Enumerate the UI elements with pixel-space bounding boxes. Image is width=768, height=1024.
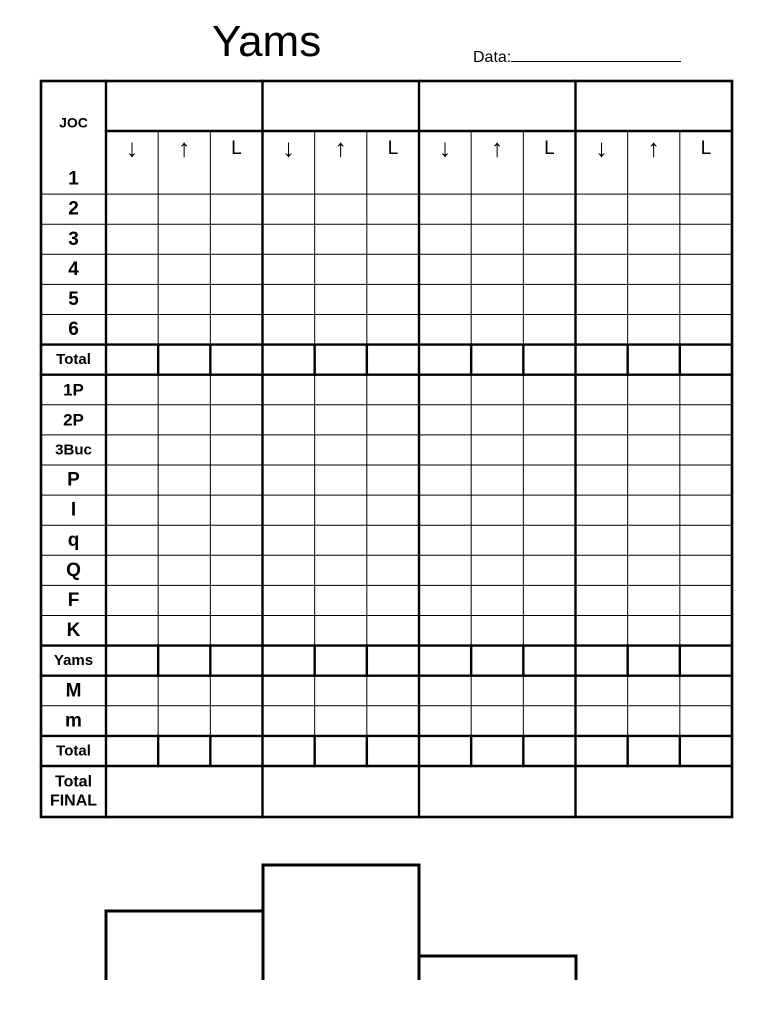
player-name-cell[interactable] [265,83,418,129]
total-cell[interactable] [629,737,679,765]
final-total-cell[interactable] [108,768,261,815]
total-cell[interactable] [211,647,261,675]
score-cell[interactable] [107,436,157,464]
row-label: 3Buc [55,441,92,459]
score-cell[interactable] [316,677,366,705]
total-cell[interactable] [211,346,261,374]
score-cell[interactable] [211,496,261,524]
row-label: 1 [68,168,79,190]
score-cell[interactable] [211,195,261,223]
total-cell[interactable] [629,346,679,374]
row-label: 2 [68,198,79,220]
column-header: ↑ [491,134,504,163]
player-name-cell[interactable] [421,83,574,129]
score-table [41,81,732,817]
score-cell[interactable] [681,255,731,283]
score-cell[interactable] [107,586,157,614]
column-header: ↑ [178,134,191,163]
score-cell[interactable] [316,165,366,193]
total-cell[interactable] [368,647,418,675]
score-cell[interactable] [316,556,366,584]
score-cell[interactable] [211,707,261,735]
score-cell[interactable] [629,707,679,735]
total-cell[interactable] [316,647,366,675]
score-cell[interactable] [159,707,209,735]
score-cell[interactable] [577,285,627,313]
score-cell[interactable] [472,586,522,614]
row-label: F [67,589,80,611]
score-cell[interactable] [629,496,679,524]
column-header: L [700,138,712,159]
score-cell[interactable] [264,617,314,645]
score-cell[interactable] [629,316,679,344]
row-label: 6 [68,319,79,341]
score-cell[interactable] [211,165,261,193]
score-cell[interactable] [524,316,574,344]
score-cell[interactable] [211,406,261,434]
total-cell[interactable] [159,346,209,374]
row-label: I [70,499,77,521]
score-cell[interactable] [368,496,418,524]
score-cell[interactable] [524,677,574,705]
column-header: ↓ [125,134,139,163]
score-cell[interactable] [159,376,209,404]
score-cell[interactable] [368,556,418,584]
score-cell[interactable] [577,677,627,705]
row-label: Total [56,742,91,760]
score-cell[interactable] [472,316,522,344]
score-cell[interactable] [264,285,314,313]
score-cell[interactable] [368,617,418,645]
score-cell[interactable] [629,526,679,554]
score-cell[interactable] [524,285,574,313]
score-cell[interactable] [159,677,209,705]
score-cell[interactable] [159,496,209,524]
score-cell[interactable] [107,466,157,494]
date-label: Data: [473,49,512,66]
score-cell[interactable] [316,376,366,404]
score-cell[interactable] [472,677,522,705]
score-cell[interactable] [264,556,314,584]
score-cell[interactable] [472,255,522,283]
score-cell[interactable] [159,255,209,283]
score-cell[interactable] [577,316,627,344]
score-cell[interactable] [368,436,418,464]
podium-step-1st[interactable] [265,867,417,980]
total-cell[interactable] [420,346,470,374]
score-cell[interactable] [368,285,418,313]
score-cell[interactable] [159,285,209,313]
score-cell[interactable] [577,496,627,524]
total-cell[interactable] [368,737,418,765]
score-cell[interactable] [159,466,209,494]
score-cell[interactable] [420,316,470,344]
row-label: 4 [68,258,79,280]
row-label: FINAL [49,792,98,810]
total-cell[interactable] [681,647,731,675]
podium-step-2nd[interactable] [108,913,261,980]
score-cell[interactable] [368,466,418,494]
score-cell[interactable] [524,376,574,404]
score-cell[interactable] [107,526,157,554]
column-header: L [231,138,242,159]
score-cell[interactable] [472,225,522,253]
score-cell[interactable] [524,195,574,223]
score-cell[interactable] [524,556,574,584]
score-cell[interactable] [368,316,418,344]
total-cell[interactable] [159,737,209,765]
row-label: 2P [63,410,84,430]
score-cell[interactable] [264,376,314,404]
score-cell[interactable] [681,707,731,735]
score-cell[interactable] [577,436,627,464]
score-cell[interactable] [264,707,314,735]
score-cell[interactable] [211,255,261,283]
total-cell[interactable] [264,647,314,675]
score-cell[interactable] [629,165,679,193]
score-cell[interactable] [681,586,731,614]
score-cell[interactable] [107,617,157,645]
total-cell[interactable] [681,737,731,765]
score-cell[interactable] [681,556,731,584]
score-cell[interactable] [264,526,314,554]
score-cell[interactable] [211,225,261,253]
total-cell[interactable] [107,346,157,374]
total-cell[interactable] [524,737,574,765]
total-cell[interactable] [264,346,314,374]
podium-step-3rd[interactable] [421,958,574,980]
score-cell[interactable] [629,677,679,705]
player-name-cell[interactable] [578,83,731,129]
total-cell[interactable] [472,647,522,675]
row-label: 1P [63,380,84,400]
score-cell[interactable] [681,677,731,705]
score-cell[interactable] [577,526,627,554]
score-cell[interactable] [629,556,679,584]
total-cell[interactable] [420,737,470,765]
score-cell[interactable] [577,556,627,584]
score-cell[interactable] [524,436,574,464]
score-cell[interactable] [159,526,209,554]
score-cell[interactable] [577,707,627,735]
score-cell[interactable] [316,496,366,524]
score-cell[interactable] [316,707,366,735]
score-cell[interactable] [577,225,627,253]
row-label: M [65,680,82,702]
score-cell[interactable] [107,255,157,283]
score-cell[interactable] [316,586,366,614]
score-cell[interactable] [159,617,209,645]
score-cell[interactable] [107,556,157,584]
score-cell[interactable] [316,436,366,464]
score-cell[interactable] [681,617,731,645]
score-cell[interactable] [472,436,522,464]
score-cell[interactable] [107,165,157,193]
total-cell[interactable] [524,346,574,374]
score-cell[interactable] [524,225,574,253]
podium [106,865,576,980]
score-cell[interactable] [264,195,314,223]
score-cell[interactable] [368,707,418,735]
score-cell[interactable] [420,165,470,193]
score-cell[interactable] [681,285,731,313]
score-cell[interactable] [159,165,209,193]
score-cell[interactable] [159,436,209,464]
score-cell[interactable] [107,496,157,524]
score-cell[interactable] [681,496,731,524]
score-cell[interactable] [264,165,314,193]
score-cell[interactable] [629,195,679,223]
score-cell[interactable] [107,285,157,313]
score-cell[interactable] [524,255,574,283]
score-cell[interactable] [211,677,261,705]
row-label: K [66,620,81,642]
score-cell[interactable] [420,617,470,645]
score-cell[interactable] [107,707,157,735]
score-cell[interactable] [420,255,470,283]
score-cell[interactable] [420,376,470,404]
score-cell[interactable] [159,586,209,614]
total-cell[interactable] [577,647,627,675]
score-cell[interactable] [420,556,470,584]
score-cell[interactable] [264,677,314,705]
score-cell[interactable] [629,255,679,283]
row-label: 3 [68,228,79,250]
score-cell[interactable] [264,586,314,614]
row-label: m [65,710,82,732]
row-label: Q [66,559,81,581]
total-cell[interactable] [107,737,157,765]
score-cell[interactable] [681,195,731,223]
score-cell[interactable] [264,406,314,434]
score-cell[interactable] [472,556,522,584]
total-cell[interactable] [211,737,261,765]
player-name-cell[interactable] [108,83,261,129]
score-cell[interactable] [524,526,574,554]
score-cell[interactable] [316,316,366,344]
row-label: q [67,529,80,551]
total-cell[interactable] [368,346,418,374]
corner-label: JOC [59,114,88,131]
score-cell[interactable] [524,707,574,735]
score-cell[interactable] [211,617,261,645]
score-cell[interactable] [211,586,261,614]
total-cell[interactable] [420,647,470,675]
final-total-cell[interactable] [421,768,574,815]
score-cell[interactable] [472,165,522,193]
score-cell[interactable] [420,526,470,554]
score-cell[interactable] [159,195,209,223]
score-cell[interactable] [524,466,574,494]
score-cell[interactable] [524,617,574,645]
score-cell[interactable] [107,677,157,705]
score-cell[interactable] [368,255,418,283]
score-cell[interactable] [107,406,157,434]
column-header: ↑ [334,134,347,163]
row-label: 5 [68,288,79,310]
score-cell[interactable] [629,436,679,464]
total-cell[interactable] [472,346,522,374]
score-cell[interactable] [368,225,418,253]
sheet-title: Yams [212,17,322,66]
score-cell[interactable] [524,586,574,614]
score-cell[interactable] [629,466,679,494]
score-cell[interactable] [159,556,209,584]
score-cell[interactable] [577,195,627,223]
score-cell[interactable] [264,225,314,253]
score-cell[interactable] [681,526,731,554]
score-cell[interactable] [681,466,731,494]
score-cell[interactable] [368,165,418,193]
score-cell[interactable] [472,466,522,494]
row-label: Total [56,351,91,369]
score-cell[interactable] [420,225,470,253]
score-cell[interactable] [211,316,261,344]
score-cell[interactable] [472,496,522,524]
score-cell[interactable] [472,285,522,313]
score-cell[interactable] [472,376,522,404]
total-cell[interactable] [577,737,627,765]
score-cell[interactable] [577,165,627,193]
column-header: ↓ [595,134,608,163]
score-cell[interactable] [316,255,366,283]
score-cell[interactable] [159,406,209,434]
score-cell[interactable] [629,285,679,313]
score-cell[interactable] [681,436,731,464]
score-cell[interactable] [368,586,418,614]
column-header: L [544,138,555,159]
score-cell[interactable] [211,436,261,464]
score-cell[interactable] [316,617,366,645]
score-cell[interactable] [577,255,627,283]
score-cell[interactable] [211,526,261,554]
score-cell[interactable] [159,316,209,344]
score-cell[interactable] [472,617,522,645]
row-label: Total [54,773,93,791]
score-cell[interactable] [629,617,679,645]
score-cell[interactable] [472,707,522,735]
score-cell[interactable] [316,225,366,253]
score-cell[interactable] [420,466,470,494]
score-cell[interactable] [316,406,366,434]
score-cell[interactable] [472,526,522,554]
score-cell[interactable] [368,376,418,404]
total-cell[interactable] [629,647,679,675]
total-cell[interactable] [316,737,366,765]
score-cell[interactable] [681,165,731,193]
score-cell[interactable] [420,586,470,614]
column-header: ↑ [647,134,660,163]
final-total-cell[interactable] [578,768,731,815]
score-cell[interactable] [264,436,314,464]
score-cell[interactable] [681,406,731,434]
total-cell[interactable] [316,346,366,374]
score-cell[interactable] [264,255,314,283]
score-cell[interactable] [264,496,314,524]
score-cell[interactable] [472,195,522,223]
score-cell[interactable] [577,406,627,434]
score-cell[interactable] [368,677,418,705]
score-cell[interactable] [577,586,627,614]
total-cell[interactable] [159,647,209,675]
score-cell[interactable] [629,376,679,404]
score-cell[interactable] [420,496,470,524]
score-cell[interactable] [316,195,366,223]
score-cell[interactable] [316,285,366,313]
row-label: P [67,469,80,491]
score-cell[interactable] [681,376,731,404]
total-cell[interactable] [264,737,314,765]
score-cell[interactable] [420,195,470,223]
score-cell[interactable] [420,707,470,735]
score-cell[interactable] [629,406,679,434]
score-cell[interactable] [107,316,157,344]
score-cell[interactable] [577,376,627,404]
score-cell[interactable] [211,466,261,494]
score-cell[interactable] [629,225,679,253]
score-cell[interactable] [368,406,418,434]
score-cell[interactable] [107,376,157,404]
score-cell[interactable] [681,225,731,253]
score-cell[interactable] [211,285,261,313]
score-cell[interactable] [316,466,366,494]
score-cell[interactable] [681,316,731,344]
score-cell[interactable] [524,165,574,193]
score-cell[interactable] [524,496,574,524]
total-cell[interactable] [577,346,627,374]
score-cell[interactable] [211,376,261,404]
score-cell[interactable] [368,195,418,223]
score-cell[interactable] [107,195,157,223]
row-label: Yams [53,652,94,670]
total-cell[interactable] [681,346,731,374]
total-cell[interactable] [524,647,574,675]
score-cell[interactable] [264,316,314,344]
score-cell[interactable] [264,466,314,494]
score-cell[interactable] [420,677,470,705]
score-cell[interactable] [107,225,157,253]
score-cell[interactable] [629,586,679,614]
final-total-cell[interactable] [265,768,418,815]
score-cell[interactable] [577,466,627,494]
column-header: ↓ [438,134,452,163]
score-cell[interactable] [420,285,470,313]
score-cell[interactable] [420,436,470,464]
column-header: ↓ [282,134,295,163]
score-cell[interactable] [420,406,470,434]
total-cell[interactable] [107,647,157,675]
score-cell[interactable] [316,526,366,554]
score-cell[interactable] [472,406,522,434]
score-cell[interactable] [524,406,574,434]
score-cell[interactable] [211,556,261,584]
column-header: L [387,138,399,159]
score-cell[interactable] [577,617,627,645]
score-cell[interactable] [159,225,209,253]
total-cell[interactable] [472,737,522,765]
score-cell[interactable] [368,526,418,554]
